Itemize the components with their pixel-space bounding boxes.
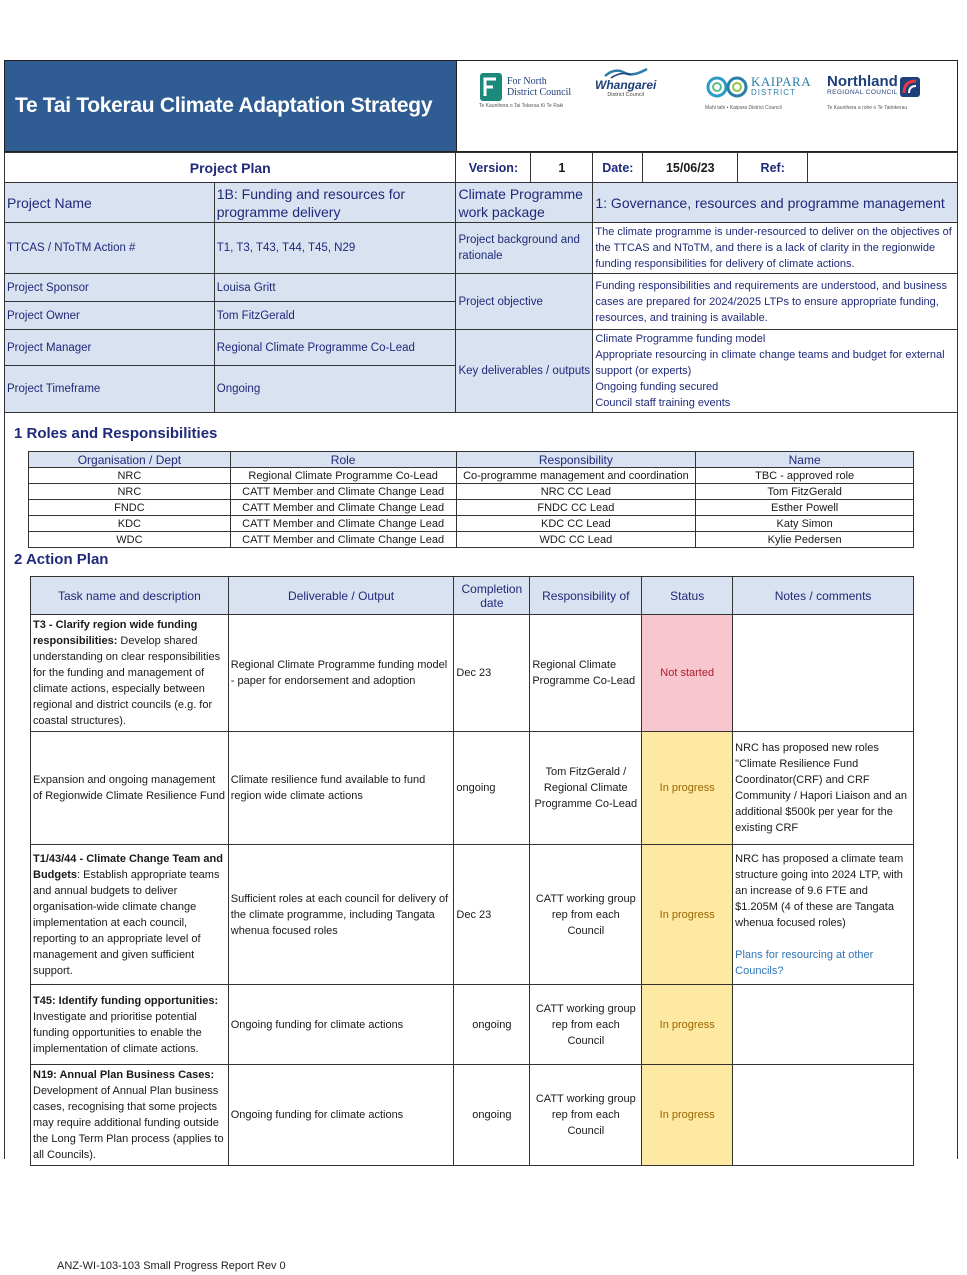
action-plan-heading: 2 Action Plan <box>14 551 109 568</box>
whangarei-line2: District Council <box>607 92 645 98</box>
timeframe-value: Ongoing <box>214 366 456 413</box>
owner-value: Tom FitzGerald <box>214 302 456 330</box>
date-cell: Dec 23 <box>454 845 530 985</box>
date-cell: ongoing <box>454 732 530 845</box>
task-description: Investigate and prioritise potential funding opportunities to enable the implementation of climate actions. <box>33 1010 202 1055</box>
kaipara-logo <box>705 67 812 111</box>
roles-cell: Katy Simon <box>696 516 914 532</box>
project-name-value: 1B: Funding and resources for programme delivery <box>214 183 456 223</box>
roles-cell: WDC CC Lead <box>456 532 696 548</box>
roles-cell: CATT Member and Climate Change Lead <box>230 532 456 548</box>
owner-label: Project Owner <box>5 302 215 330</box>
notes-cell <box>733 845 914 985</box>
deliverables-list <box>593 330 958 413</box>
roles-cell: Regional Climate Programme Co-Lead <box>230 468 456 484</box>
objective-value: Funding responsibilities and requirements are understood, and business cases are prepared for 2024/2025 LTPs to ensure appropriate funding, resources, and training is available. <box>593 274 958 330</box>
deliverable-item: Climate Programme funding model <box>595 333 766 345</box>
action-col-deliverable: Deliverable / Output <box>228 577 454 615</box>
action-number-label: TTCAS / NToTM Action # <box>5 223 215 274</box>
task-description: Develop shared understanding on clear responsibilities for the funding and management of climate actions, especially between regional and district councils (e.g. for coastal structures). <box>33 635 221 727</box>
timeframe-label: Project Timeframe <box>5 366 215 413</box>
roles-cell: FNDC <box>29 500 231 516</box>
notes-text: NRC has proposed a climate team structure going into 2024 LTP, with an increase of 9.6 FTE and $1.205M (4 of these are Tangata whenua focused roles) <box>735 852 904 929</box>
action-plan-table <box>30 576 914 1166</box>
status-badge: In progress <box>642 732 733 845</box>
manager-value: Regional Climate Programme Co-Lead <box>214 330 456 366</box>
kaipara-tagline: Mahi tahi • Kaipara District Council <box>705 105 782 111</box>
roles-cell: TBC - approved role <box>696 468 914 484</box>
table-row <box>31 615 914 732</box>
roles-col-organisation: Organisation / Dept <box>29 452 231 468</box>
notes-cell: NRC has proposed new roles "Climate Resilience Fund Coordinator(CRF) and CRF Community / Hapori Liaison and an additional $500k per year for the existing CRF <box>733 732 914 845</box>
roles-cell: CATT Member and Climate Change Lead <box>230 500 456 516</box>
kaipara-swirl-icon <box>705 74 749 100</box>
sponsor-label: Project Sponsor <box>5 274 215 302</box>
roles-col-responsibility: Responsibility <box>456 452 696 468</box>
whangarei-line1: Whangarei <box>595 78 657 92</box>
whangarei-logo <box>595 67 656 107</box>
roles-cell: CATT Member and Climate Change Lead <box>230 516 456 532</box>
far-north-tagline: Te Kaunihera o Tai Tokerau Ki Te Raki <box>479 103 564 109</box>
background-label: Project background and rationale <box>456 223 593 274</box>
northland-logo <box>827 67 920 111</box>
table-row <box>31 1065 914 1166</box>
action-col-notes: Notes / comments <box>733 577 914 615</box>
deliverable-item: Appropriate resourcing in climate change teams and budget for external support (or experts) <box>595 349 945 377</box>
action-col-responsibility: Responsibility of <box>530 577 642 615</box>
table-row <box>29 500 914 516</box>
task-title: T45: Identify funding opportunities: <box>33 994 219 1007</box>
roles-cell: NRC <box>29 468 231 484</box>
manager-label: Project Manager <box>5 330 215 366</box>
table-row <box>31 732 914 845</box>
responsibility-cell: Regional Climate Programme Co-Lead <box>530 615 642 732</box>
date-cell: ongoing <box>454 1065 530 1166</box>
task-title: T3 - Clarify region wide funding responsibilities: <box>33 619 198 647</box>
background-value: The climate programme is under-resourced to deliver on the objectives of the TTCAS and NToTM, and there is a lack of clarity in the regionwide funding responsibilities for delivery of climate actions. <box>593 223 958 274</box>
roles-cell: FNDC CC Lead <box>456 500 696 516</box>
council-logos <box>457 61 957 151</box>
project-plan-heading: Project Plan <box>5 153 456 183</box>
ref-label: Ref: <box>738 153 808 183</box>
objective-label: Project objective <box>456 274 593 330</box>
table-row <box>29 468 914 484</box>
status-badge: Not started <box>642 615 733 732</box>
task-cell <box>31 615 229 732</box>
action-col-task: Task name and description <box>31 577 229 615</box>
project-name-label: Project Name <box>5 183 215 223</box>
responsibility-cell: CATT working group rep from each Council <box>530 1065 642 1166</box>
ref-value <box>808 153 958 183</box>
status-badge: In progress <box>642 845 733 985</box>
deliverable-cell: Sufficient roles at each council for delivery of the climate programme, including Tangata whenua focused roles <box>228 845 454 985</box>
date-label: Date: <box>593 153 643 183</box>
task-title: N19: Annual Plan Business Cases: <box>33 1069 215 1081</box>
far-north-line1: For North <box>507 76 547 87</box>
northland-line1: Northland <box>827 73 898 90</box>
responsibility-cell: CATT working group rep from each Council <box>530 845 642 985</box>
action-col-date: Completion date <box>454 577 530 615</box>
roles-cell: CATT Member and Climate Change Lead <box>230 484 456 500</box>
roles-cell: Esther Powell <box>696 500 914 516</box>
task-cell <box>31 1065 229 1166</box>
deliverable-cell: Climate resilience fund available to fund region wide climate actions <box>228 732 454 845</box>
task-description: Expansion and ongoing management of Regionwide Climate Resilience Fund <box>33 774 225 802</box>
task-cell <box>31 845 229 985</box>
deliverable-item: Ongoing funding secured <box>595 381 719 393</box>
task-title: T1/43/44 - Climate Change Team and Budgets <box>33 852 223 881</box>
roles-cell: Kylie Pedersen <box>696 532 914 548</box>
kaipara-line1: KAIPARA <box>751 74 812 89</box>
roles-cell: NRC CC Lead <box>456 484 696 500</box>
task-description: : Establish appropriate teams and annual budgets to deliver organisation-wide climate change implementation at each council, reporting to an appropriate level of management and given sufficient support. <box>33 868 220 977</box>
kaipara-line2: DISTRICT <box>751 88 796 97</box>
northland-line2: REGIONAL COUNCIL <box>827 89 898 96</box>
report-header <box>4 60 958 152</box>
status-badge: In progress <box>642 1065 733 1166</box>
deliverable-item: Council staff training events <box>595 397 731 409</box>
deliverables-label: Key deliverables / outputs <box>456 330 593 413</box>
deliverable-cell: Ongoing funding for climate actions <box>228 1065 454 1166</box>
notes-cell <box>733 985 914 1065</box>
far-north-emblem-icon <box>479 72 503 102</box>
roles-cell: Tom FitzGerald <box>696 484 914 500</box>
roles-cell: KDC CC Lead <box>456 516 696 532</box>
roles-cell: NRC <box>29 484 231 500</box>
report-title: Te Tai Tokerau Climate Adaptation Strategy <box>15 94 433 117</box>
task-cell <box>31 985 229 1065</box>
table-row <box>31 985 914 1065</box>
version-value: 1 <box>531 153 593 183</box>
notes-question-link[interactable]: Plans for resourcing at other Councils? <box>735 948 874 977</box>
action-col-status: Status <box>642 577 733 615</box>
date-value: 15/06/23 <box>643 153 738 183</box>
notes-cell <box>733 1065 914 1166</box>
responsibility-cell: CATT working group rep from each Council <box>530 985 642 1065</box>
project-info-table <box>4 152 958 413</box>
deliverable-cell: Ongoing funding for climate actions <box>228 985 454 1065</box>
status-badge: In progress <box>642 985 733 1065</box>
title-banner <box>5 61 457 151</box>
roles-cell: Co-programme management and coordination <box>456 468 696 484</box>
northland-emblem-icon <box>900 77 920 97</box>
work-package-value: 1: Governance, resources and programme management <box>593 183 958 223</box>
roles-table <box>28 451 914 548</box>
far-north-line2: District Council <box>507 87 572 98</box>
roles-cell: KDC <box>29 516 231 532</box>
responsibility-cell: Tom FitzGerald / Regional Climate Programme Co-Lead <box>530 732 642 845</box>
version-label: Version: <box>456 153 531 183</box>
northland-tagline: Te Kaunihera a rohe o Te Taitokerau <box>827 105 908 111</box>
roles-cell: WDC <box>29 532 231 548</box>
table-row <box>29 484 914 500</box>
far-north-logo <box>479 67 571 107</box>
roles-heading: 1 Roles and Responsibilities <box>14 425 218 442</box>
table-row <box>29 532 914 548</box>
date-cell: ongoing <box>454 985 530 1065</box>
sponsor-value: Louisa Gritt <box>214 274 456 302</box>
task-cell <box>31 732 229 845</box>
document-footer: ANZ-WI-103-103 Small Progress Report Rev 0 <box>57 1260 286 1272</box>
deliverable-cell: Regional Climate Programme funding model - paper for endorsement and adoption <box>228 615 454 732</box>
action-number-value: T1, T3, T43, T44, T45, N29 <box>214 223 456 274</box>
table-row <box>31 845 914 985</box>
task-description: Development of Annual Plan business cases, recognising that some projects may require additional funding outside the Long Term Plan process (applies to all Councils). <box>33 1085 224 1161</box>
roles-col-name: Name <box>696 452 914 468</box>
work-package-label: Climate Programme work package <box>456 183 593 223</box>
roles-col-role: Role <box>230 452 456 468</box>
notes-cell <box>733 615 914 732</box>
table-row <box>29 516 914 532</box>
date-cell: Dec 23 <box>454 615 530 732</box>
